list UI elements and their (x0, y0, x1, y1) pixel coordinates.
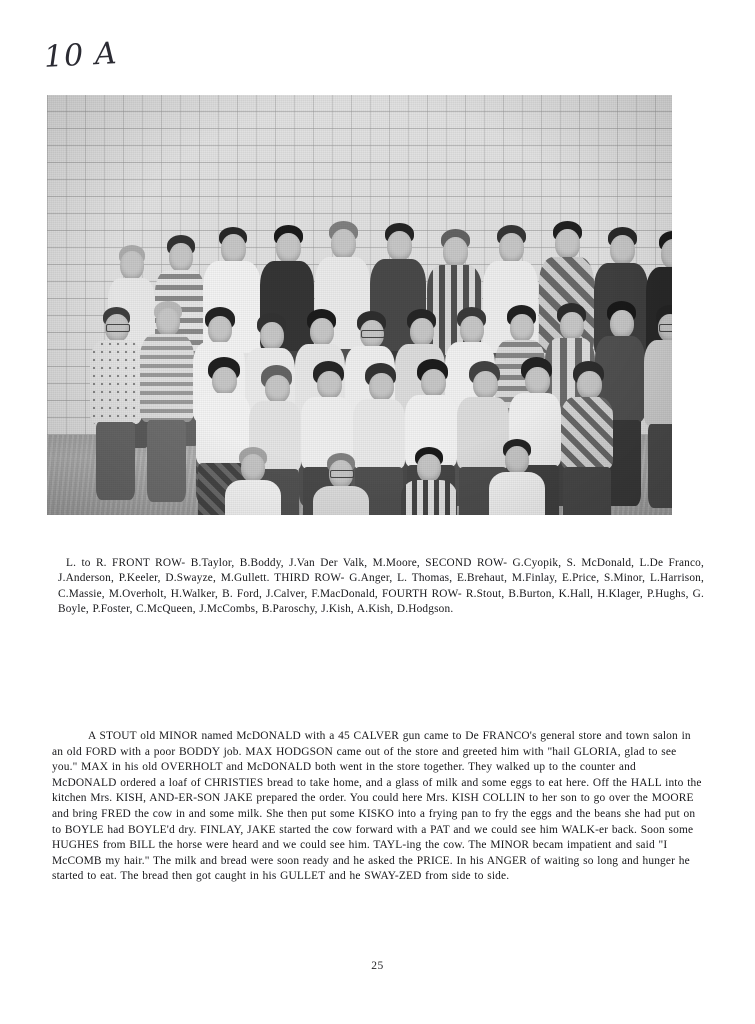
student-second-row (559, 361, 615, 501)
photo-content (47, 95, 672, 515)
handwritten-page-mark: 10 A (43, 36, 119, 75)
class-group-photo (47, 95, 672, 515)
student-front-row (215, 447, 293, 515)
student-third-row (139, 301, 195, 483)
student-front-row (479, 439, 557, 515)
class-story-paragraph: A STOUT old MINOR named McDONALD with a 45 CALVER gun came to De FRANCO's general store and town salon in an old FORD with a poor BODDY job. MAX HODGSON came out of the store and greeted him with "hail GLORIA, glad to see you." MAX in his old OVERHOLT and McDONALD both went in the store together. They walked up to the counter and McDONALD ordered a loaf of CHRISTIES bread to take home, and a glass of milk and some eggs to eat here. Off the HALL into the kitchen Mrs. KISH, AND-ER-SON JAKE prepared the order. You could here Mrs. KISH COLLIN to her son to go over the MOORE and bring FRED the cow in and some milk. She then put some KISKO into a frying pan to fry the eggs and the beans she had put on to BOYLE had BOYLE'd dry. FINLAY, JAKE started the cow forward with a PAT and we could see him WALK-er back. Soon some HUGHES from BILL the horse were heard and we could see him. TAYL-ing the cow. The MINOR becam impatient and said "I McCOMB my hair." The milk and bread were soon ready and he asked the PRICE. In his ANGER of waiting so long and hunger he started to eat. The bread then got caught in his GULLET and he SWAY-ZED from side to side. (52, 730, 702, 883)
student-front-row (303, 453, 381, 515)
student-third-row (89, 307, 143, 482)
student-front-row (391, 447, 469, 515)
student-third-row (643, 305, 672, 483)
photo-caption-names: L. to R. FRONT ROW- B.Taylor, B.Boddy, J.Van Der Valk, M.Moore, SECOND ROW- G.Cyopik, S. McDonald, L.De Franco, J.Anderson, P.Keeler, D.Swayze, M.Gullett. THIRD ROW- G.Anger, L. Thomas, E.Brehaut, M.Finlay, E.Price, S.Minor, L.Harrison, C.Massie, M.Overholt, H.Walker, B. Ford, J.Calver, F.MacDonald, FOURTH ROW- R.Stout, B.Burton, K.Hall, H.Klager, P.Hughs, G. Boyle, P.Foster, C.McQueen, J.McCombs, B.Paroschy, J.Kish, A.Kish, D.Hodgson. (58, 557, 704, 615)
page-number: 25 (371, 960, 384, 972)
